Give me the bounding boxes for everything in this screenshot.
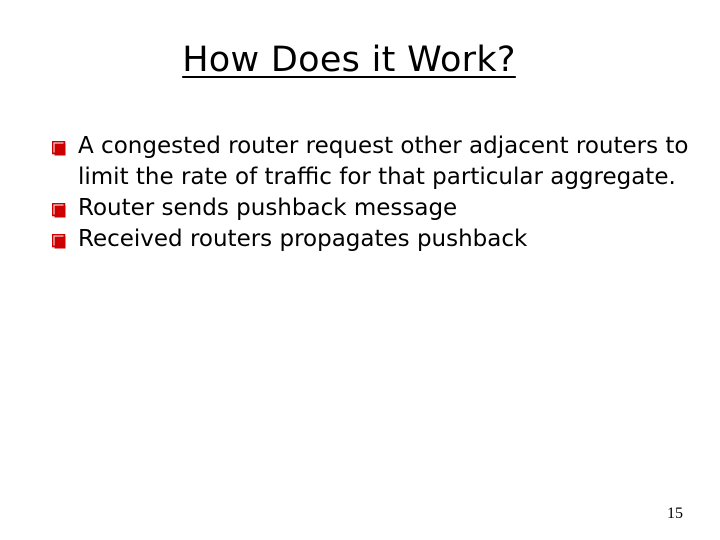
bullet-item xyxy=(52,131,712,193)
slide-title: How Does it Work? xyxy=(182,40,516,80)
bullet-text: Router sends pushback message xyxy=(78,195,458,221)
page-number: 15 xyxy=(667,505,683,522)
bullet-icon xyxy=(52,203,66,218)
bullet-text: A congested router request other adjacent routers to limit the rate of traffic for that particular aggregate. xyxy=(78,133,689,190)
bullet-icon xyxy=(52,141,66,156)
bullet-item xyxy=(52,193,712,224)
bullet-icon xyxy=(52,234,66,249)
bullet-item xyxy=(52,224,712,255)
bullet-list xyxy=(52,131,712,255)
bullet-text: Received routers propagates pushback xyxy=(78,226,528,252)
